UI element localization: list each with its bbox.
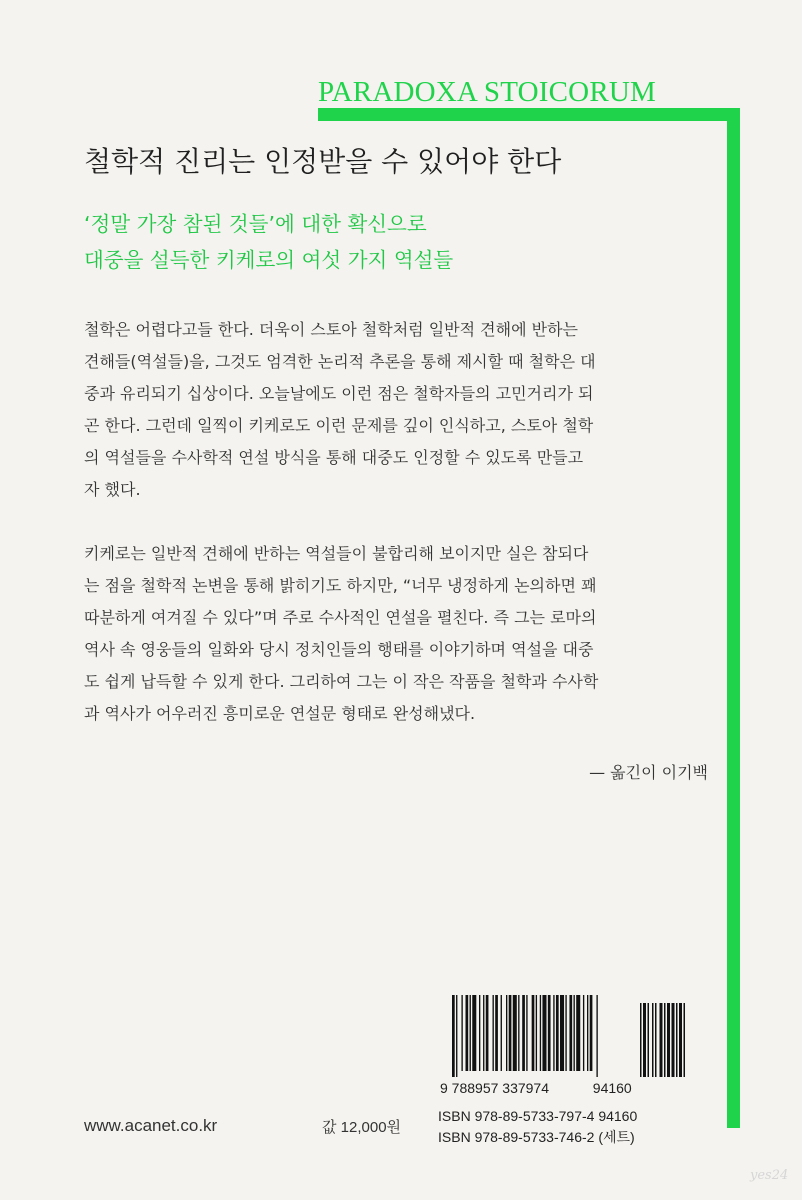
paragraph-line: 중과 유리되기 십상이다. 오늘날에도 이런 점은 철학자들의 고민거리가 되 bbox=[84, 384, 594, 403]
paragraph-line: 도 쉽게 납득할 수 있게 한다. 그리하여 그는 이 작은 작품을 철학과 수사학 bbox=[84, 672, 599, 691]
description-paragraph-2 bbox=[84, 538, 708, 730]
description-paragraph-1 bbox=[84, 314, 708, 506]
isbn-set-line: ISBN 978-89-5733-746-2 (세트) bbox=[438, 1129, 635, 1145]
barcode-digits-addon: 94160 bbox=[592, 1080, 632, 1096]
paragraph-line: 의 역설들을 수사학적 연설 방식을 통해 대중도 인정할 수 있도록 만들고 bbox=[84, 448, 584, 467]
paragraph-line: 키케로는 일반적 견해에 반하는 역설들이 불합리해 보이지만 실은 참되다 bbox=[84, 544, 589, 563]
isbn-line: ISBN 978-89-5733-797-4 94160 bbox=[438, 1108, 638, 1124]
barcode-digits-main: 9 788957 337974 bbox=[440, 1080, 549, 1096]
subtitle-line: 대중을 설득한 키케로의 여섯 가지 역설들 bbox=[84, 248, 454, 272]
paragraph-line: 따분하게 여겨질 수 있다”며 주로 수사적인 연설을 펼친다. 즉 그는 로마의 bbox=[84, 608, 597, 627]
translator-credit: — 옮긴이 이기백 bbox=[589, 763, 708, 782]
barcode bbox=[452, 995, 694, 1077]
paragraph-line: 는 점을 철학적 논변을 통해 밝히기도 하지만, “너무 냉정하게 논의하면 꽤 bbox=[84, 576, 597, 595]
price: 값 12,000원 bbox=[322, 1119, 402, 1136]
paragraph-line: 과 역사가 어우러진 흥미로운 연설문 형태로 완성해냈다. bbox=[84, 704, 476, 723]
paragraph-line: 철학은 어렵다고들 한다. 더욱이 스토아 철학처럼 일반적 견해에 반하는 bbox=[84, 320, 578, 339]
green-frame-right bbox=[727, 108, 740, 1128]
headline: 철학적 진리는 인정받을 수 있어야 한다 bbox=[84, 145, 562, 178]
paragraph-line: 견해들(역설들)을, 그것도 엄격한 논리적 추론을 통해 제시할 때 철학은 대 bbox=[84, 352, 596, 371]
publisher-website[interactable]: www.acanet.co.kr bbox=[84, 1116, 218, 1135]
paragraph-line: 자 했다. bbox=[84, 480, 141, 499]
barcode-digits bbox=[440, 1080, 700, 1096]
watermark-logo: yes24 bbox=[750, 1168, 789, 1183]
subtitle bbox=[84, 206, 453, 278]
subtitle-line: ‘정말 가장 참된 것들’에 대한 확신으로 bbox=[84, 212, 427, 236]
paragraph-line: 역사 속 영웅들의 일화와 당시 정치인들의 행태를 이야기하며 역설을 대중 bbox=[84, 640, 594, 659]
paragraph-line: 곤 한다. 그런데 일찍이 키케로도 이런 문제를 깊이 인식하고, 스토아 철학 bbox=[84, 416, 594, 435]
series-title: PARADOXA STOICORUM bbox=[318, 76, 656, 108]
green-frame-top bbox=[318, 108, 740, 121]
